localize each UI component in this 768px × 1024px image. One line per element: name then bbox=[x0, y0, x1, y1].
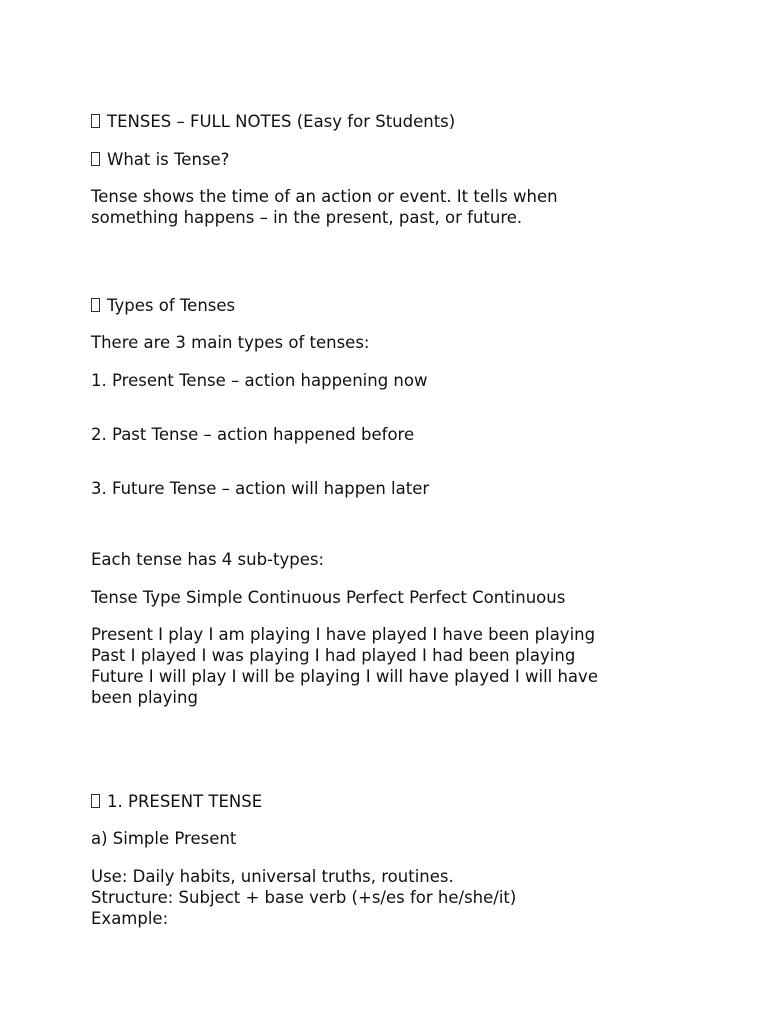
what-is-tense-paragraph: Tense shows the time of an action or event. It tells when something happens – in the present, past, or future. bbox=[91, 187, 558, 227]
missing-glyph-icon bbox=[91, 794, 100, 808]
tense-type-item: 3. Future Tense – action will happen later bbox=[91, 479, 430, 498]
tense-type-item: 2. Past Tense – action happened before bbox=[91, 425, 415, 444]
simple-present-notes bbox=[91, 866, 651, 929]
document-title: TENSES – FULL NOTES (Easy for Students) bbox=[91, 111, 651, 132]
what-is-tense-heading: What is Tense? bbox=[91, 149, 651, 170]
table-row: Past I played I was playing I had played I had been playing bbox=[91, 646, 576, 665]
types-intro: There are 3 main types of tenses: bbox=[91, 333, 370, 352]
table-row: Future I will play I will be playing I will have played I will have been playing bbox=[91, 667, 598, 707]
tense-type-item: 1. Present Tense – action happening now bbox=[91, 371, 428, 390]
missing-glyph-icon bbox=[91, 298, 100, 312]
types-of-tenses-heading: Types of Tenses bbox=[91, 295, 651, 316]
table-header: Tense Type Simple Continuous Perfect Perfect Continuous bbox=[91, 588, 566, 607]
missing-glyph-icon bbox=[91, 152, 100, 166]
subtypes-intro: Each tense has 4 sub-types: bbox=[91, 550, 325, 569]
tense-table-body bbox=[91, 624, 636, 708]
missing-glyph-icon bbox=[91, 114, 100, 128]
note-line: Use: Daily habits, universal truths, routines. bbox=[91, 867, 454, 886]
note-line: Structure: Subject + base verb (+s/es for he/she/it) bbox=[91, 888, 517, 907]
simple-present-heading: a) Simple Present bbox=[91, 829, 237, 848]
present-tense-heading: 1. PRESENT TENSE bbox=[91, 791, 651, 812]
table-row: Present I play I am playing I have played I have been playing bbox=[91, 625, 596, 644]
note-line: Example: bbox=[91, 909, 169, 928]
